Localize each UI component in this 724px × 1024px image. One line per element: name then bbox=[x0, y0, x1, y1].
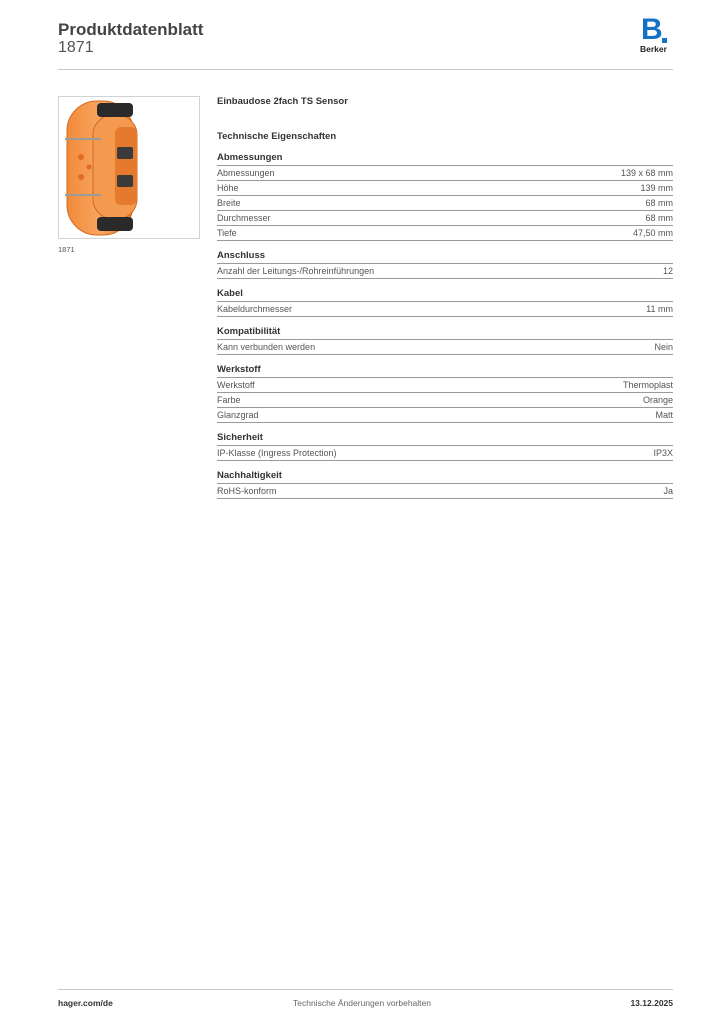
spec-value: Ja bbox=[663, 486, 673, 496]
spec-label: Tiefe bbox=[217, 228, 237, 238]
spec-section bbox=[217, 288, 673, 317]
section-heading: Kompatibilität bbox=[217, 326, 673, 340]
section-heading: Abmessungen bbox=[217, 152, 673, 166]
footer-note: Technische Änderungen vorbehalten bbox=[293, 998, 431, 1008]
spec-section bbox=[217, 152, 673, 241]
section-heading: Nachhaltigkeit bbox=[217, 470, 673, 484]
spec-section bbox=[217, 364, 673, 423]
spec-section bbox=[217, 432, 673, 461]
spec-value: 12 bbox=[662, 266, 673, 276]
berker-logo bbox=[638, 13, 674, 55]
spec-row bbox=[217, 378, 673, 393]
spec-label: Anzahl der Leitungs-/Rohreinführungen bbox=[217, 266, 375, 276]
spec-row bbox=[217, 181, 673, 196]
spec-row bbox=[217, 264, 673, 279]
spec-label: RoHS-konform bbox=[217, 486, 277, 496]
spec-row bbox=[217, 302, 673, 317]
spec-label: Abmessungen bbox=[217, 168, 275, 178]
section-heading: Anschluss bbox=[217, 250, 673, 264]
logo-text: Berker bbox=[640, 44, 667, 54]
spec-label: Höhe bbox=[217, 183, 239, 193]
product-number: 1871 bbox=[58, 39, 94, 56]
spec-section bbox=[217, 250, 673, 279]
spec-row bbox=[217, 408, 673, 423]
header-divider bbox=[58, 69, 673, 70]
product-image bbox=[58, 96, 200, 239]
spec-row bbox=[217, 340, 673, 355]
spec-content bbox=[217, 96, 673, 499]
spec-label: Kabeldurchmesser bbox=[217, 304, 293, 314]
spec-row bbox=[217, 196, 673, 211]
spec-sections bbox=[217, 152, 673, 499]
spec-label: Breite bbox=[217, 198, 241, 208]
spec-value: 139 x 68 mm bbox=[620, 168, 673, 178]
specs-title: Technische Eigenschaften bbox=[217, 131, 337, 142]
section-heading: Kabel bbox=[217, 288, 673, 302]
spec-row bbox=[217, 166, 673, 181]
spec-label: IP-Klasse (Ingress Protection) bbox=[217, 448, 337, 458]
spec-label: Glanzgrad bbox=[217, 410, 259, 420]
spec-row bbox=[217, 446, 673, 461]
spec-value: 11 mm bbox=[646, 304, 673, 314]
section-heading: Werkstoff bbox=[217, 364, 673, 378]
logo-letter: B bbox=[641, 13, 662, 46]
image-caption: 1871 bbox=[58, 245, 75, 254]
logo-dot bbox=[662, 38, 667, 43]
spec-label: Durchmesser bbox=[217, 213, 271, 223]
spec-row bbox=[217, 211, 673, 226]
spec-label: Farbe bbox=[217, 395, 241, 405]
spec-section bbox=[217, 326, 673, 355]
spec-row bbox=[217, 484, 673, 499]
spec-value: Nein bbox=[654, 342, 673, 352]
spec-section bbox=[217, 470, 673, 499]
footer-date: 13.12.2025 bbox=[630, 998, 673, 1008]
footer-divider bbox=[58, 989, 673, 990]
footer-website: hager.com/de bbox=[58, 998, 113, 1008]
spec-value: Orange bbox=[642, 395, 673, 405]
spec-value: IP3X bbox=[653, 448, 673, 458]
section-heading: Sicherheit bbox=[217, 432, 673, 446]
page-title: Produktdatenblatt bbox=[58, 20, 204, 39]
spec-label: Werkstoff bbox=[217, 380, 255, 390]
spec-row bbox=[217, 393, 673, 408]
spec-value: 68 mm bbox=[645, 198, 673, 208]
junction-box-illustration bbox=[59, 97, 199, 238]
spec-value: 139 mm bbox=[640, 183, 673, 193]
spec-row bbox=[217, 226, 673, 241]
spec-value: Matt bbox=[655, 410, 673, 420]
spec-value: Thermoplast bbox=[622, 380, 673, 390]
spec-value: 68 mm bbox=[645, 213, 673, 223]
spec-value: 47,50 mm bbox=[632, 228, 673, 238]
product-name: Einbaudose 2fach TS Sensor bbox=[217, 96, 348, 107]
spec-label: Kann verbunden werden bbox=[217, 342, 316, 352]
